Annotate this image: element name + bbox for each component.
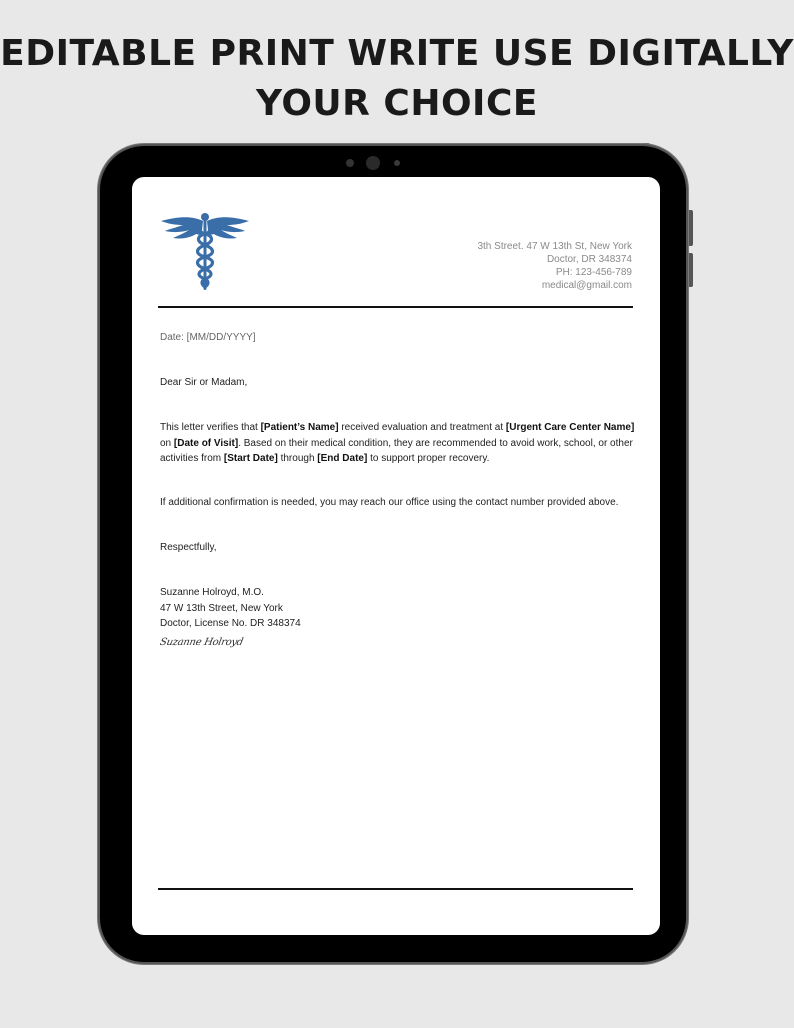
care-center-placeholder: [Urgent Care Center Name] (505, 422, 635, 433)
end-date-placeholder: [End Date] (317, 453, 368, 464)
signer-name: Suzanne Holroyd, M.O. (160, 587, 264, 598)
contact-block (477, 240, 632, 292)
para1-text-5: through (277, 453, 318, 464)
caduceus-icon (159, 211, 251, 293)
handwritten-signature: Suzanne Holroyd (158, 637, 244, 648)
letter-paragraph-1 (160, 420, 635, 467)
document-page (132, 177, 660, 935)
para1-text-2: received evaluation and treatment at (338, 422, 506, 433)
para1-text-3: on (160, 437, 174, 449)
signer-address: 47 W 13th Street, New York (160, 602, 283, 614)
letter-date: Date: [MM/DD/YYYY] (160, 332, 256, 343)
visit-date-placeholder: [Date of Visit] (173, 437, 239, 449)
header-divider (158, 306, 633, 308)
letter-closing: Respectfully, (160, 542, 217, 553)
contact-address: 3th Street. 47 W 13th St, New York (477, 241, 632, 252)
contact-phone: PH: 123-456-789 (555, 267, 632, 278)
headline-line-2: YOUR CHOICE (256, 83, 538, 124)
tablet-frame (100, 146, 686, 962)
para1-text-4: . Based on their medical condition, they are recommended to avoid work, school, or other activities from (160, 437, 633, 464)
contact-doctor-id: Doctor, DR 348374 (546, 254, 632, 265)
tablet-camera (366, 156, 380, 170)
tablet-light-sensor (394, 160, 400, 166)
start-date-placeholder: [Start Date] (223, 453, 278, 464)
footer-divider (158, 888, 633, 890)
letter-salutation: Dear Sir or Madam, (160, 377, 248, 388)
tablet-volume-down-button (689, 253, 693, 287)
headline-line-1: EDITABLE PRINT WRITE USE DIGITALLY (0, 33, 794, 74)
contact-email: medical@gmail.com (541, 280, 632, 291)
signer-block (160, 585, 635, 632)
patient-name-placeholder: [Patient’s Name] (260, 422, 339, 433)
signer-license: Doctor, License No. DR 348374 (160, 618, 301, 629)
para1-text-6: to support proper recovery. (367, 453, 490, 464)
tablet-volume-up-button (689, 210, 693, 246)
para1-text-1: This letter verifies that (160, 422, 261, 433)
tablet-sensor (346, 159, 354, 167)
letter-paragraph-2: If additional confirmation is needed, you may reach our office using the contact number provided above. (160, 497, 619, 508)
